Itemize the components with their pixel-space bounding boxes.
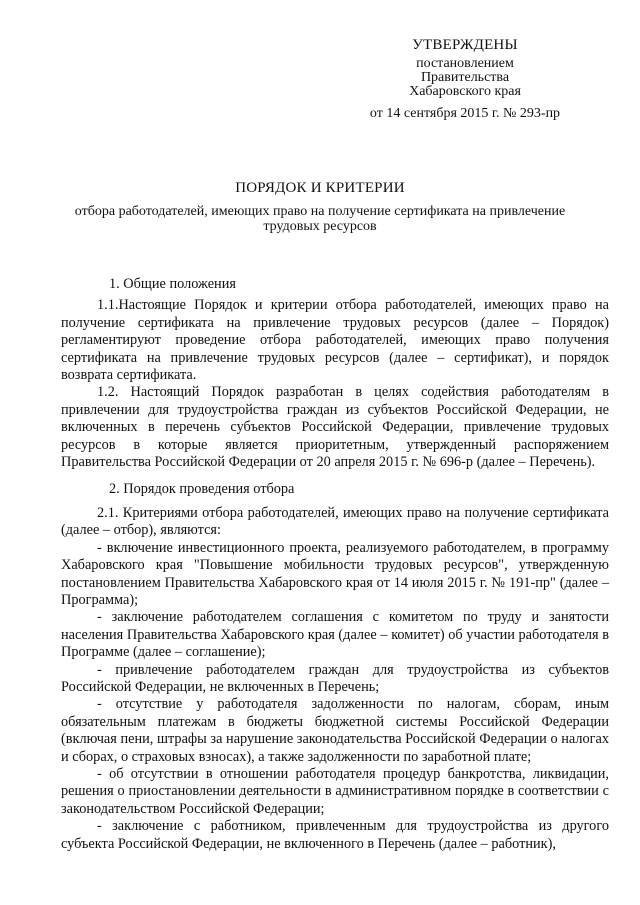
criteria-item-no-debt: - отсутствие у работодателя задолженности по налогам, сборам, иным обязательным платежам в бюджеты бюджетной системы Российской Федерации (включая пени, штрафы за нарушение законодательства Российской Федерации о налогах и сборах, о страховых взносах), а также задолженности по заработной плате; — [61, 696, 609, 765]
paragraph-1-2: 1.2. Настоящий Порядок разработан в целях содействия работодателям в привлечении для трудоустройства граждан из субъектов Российской Федерации, не включенных в перечень субъектов Российской Федерации, привлечение трудовых ресурсов в которые является приоритетным, утвержденный распоряжением Правительства Российской Федерации от 20 апреля 2015 г. № 696-р (далее – Перечень). — [61, 384, 609, 471]
criteria-item-contract: - заключение с работником, привлеченным для трудоустройства из другого субъекта Российской Федерации, не включенного в Перечень (далее – работник), — [61, 818, 609, 852]
approval-block — [360, 37, 570, 121]
criteria-item-no-bankruptcy: - об отсутствии в отношении работодателя процедур банкротства, ликвидации, решения о приостановлении деятельности в административном порядке в соответствии с законодательством Российской Федерации; — [61, 765, 609, 817]
approval-title: УТВЕРЖДЕНЫ — [412, 37, 518, 53]
document-body — [61, 276, 609, 853]
approval-line-resolution: постановлением — [416, 56, 514, 71]
section-heading-procedure: 2. Порядок проведения отбора — [109, 481, 295, 498]
document-subtitle: отбора работодателей, имеющих право на получение сертификата на привлечение трудовых ресурсов — [74, 204, 566, 234]
paragraph-1-1: 1.1.Настоящие Порядок и критерии отбора работодателей, имеющих право на получение сертификата на привлечение трудовых ресурсов (далее – Порядок) регламентируют проведение отбора работодателей, имеющих право получения сертификата на привлечение трудовых ресурсов (далее – сертификат), и порядок возврата сертификата. — [61, 297, 609, 384]
criteria-item-recruitment: - привлечение работодателем граждан для трудоустройства из субъектов Российской Федерации, не включенных в Перечень; — [61, 661, 609, 695]
document-title: ПОРЯДОК И КРИТЕРИИ — [235, 180, 405, 196]
criteria-item-program: - включение инвестиционного проекта, реализуемого работодателем, в программу Хабаровского края "Повышение мобильности трудовых ресурсов", утвержденную постановлением Правительства Хабаровского края от 14 июля 2015 г. № 191-пр" (далее – Программа); — [61, 539, 609, 608]
criteria-item-agreement: - заключение работодателем соглашения с комитетом по труду и занятости населения Правительства Хабаровского края (далее – комитет) об участии работодателя в Программе (далее – соглашение); — [61, 609, 609, 661]
approval-line-region: Хабаровского края — [409, 84, 521, 99]
approval-line-government: Правительства — [420, 70, 510, 85]
section-heading-general: 1. Общие положения — [109, 276, 236, 292]
approval-date: от 14 сентября 2015 г. № 293-пр — [369, 106, 561, 121]
paragraph-2-1: 2.1. Критериями отбора работодателей, имеющих право на получение сертификата (далее – отбор), являются: — [61, 504, 609, 539]
